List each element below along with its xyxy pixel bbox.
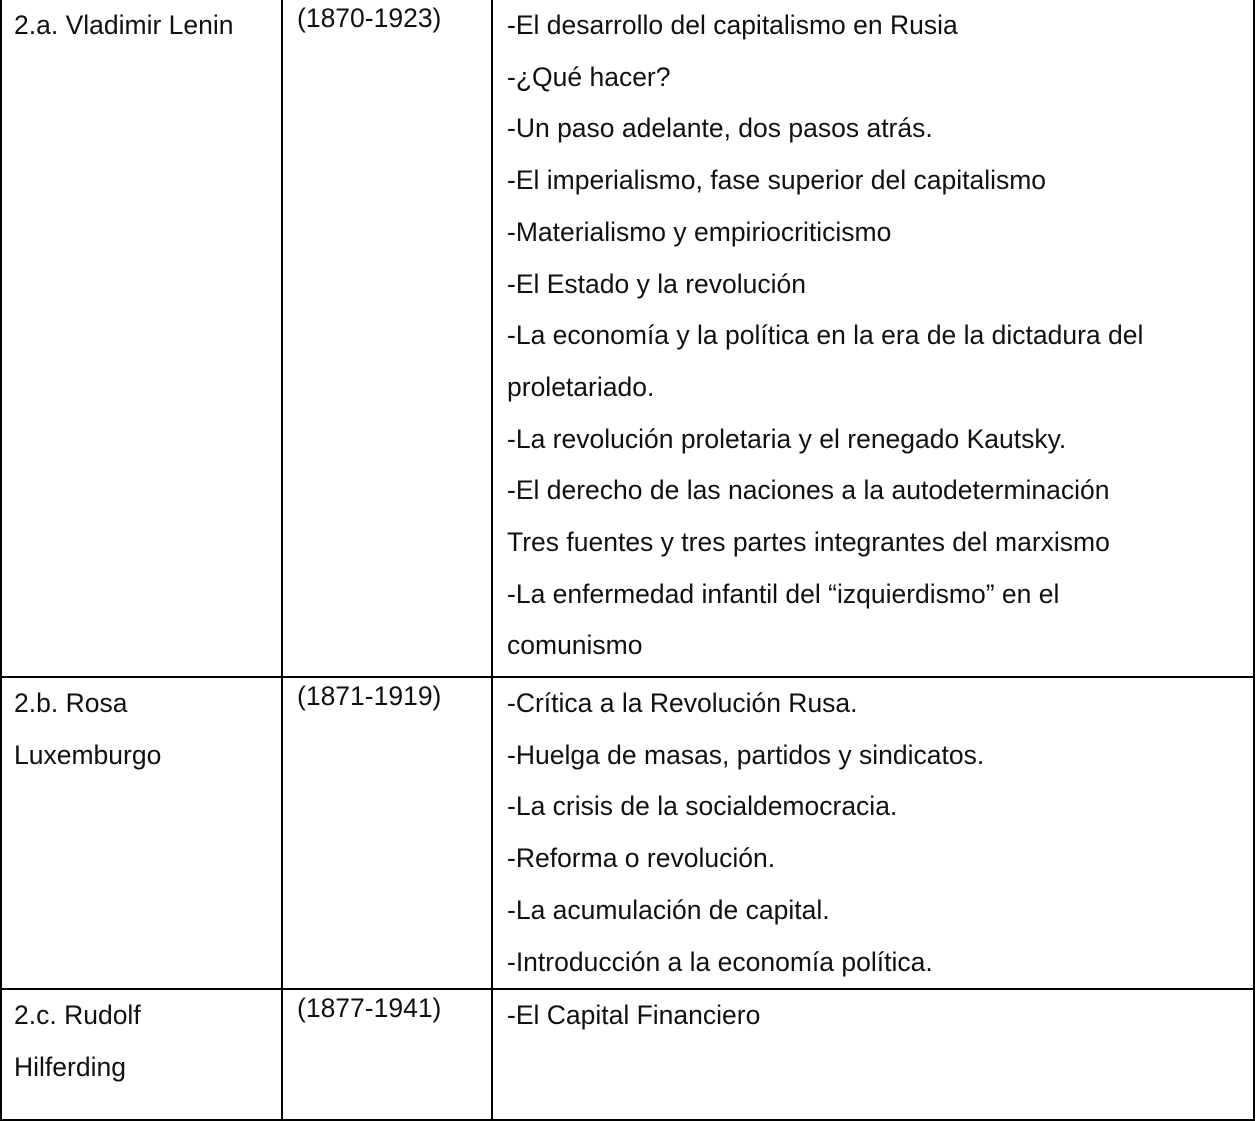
author-works-cell: [492, 677, 1254, 989]
work-title: -Reforma o revolución.: [507, 843, 776, 874]
work-title: Tres fuentes y tres partes integrantes del marxismo: [507, 527, 1110, 558]
author-name-cell: [1, 989, 282, 1120]
work-title: -La enfermedad infantil del “izquierdismo” en el: [507, 578, 1060, 609]
work-title: -Introducción a la economía política.: [507, 946, 933, 977]
author-years-cell: [282, 989, 492, 1120]
work-title: -El Estado y la revolución: [507, 268, 807, 299]
work-title: -¿Qué hacer?: [507, 61, 671, 92]
work-title-continuation: proletariado.: [507, 371, 655, 402]
author-name: 2.a. Vladimir Lenin: [14, 10, 234, 40]
work-title: -El Capital Financiero: [507, 1000, 761, 1031]
work-title: -La revolución proletaria y el renegado Kautsky.: [507, 423, 1067, 454]
author-works-cell: [492, 989, 1254, 1120]
author-name-cell: [1, 677, 282, 989]
work-title-continuation: comunismo: [507, 630, 643, 661]
work-title: -El imperialismo, fase superior del capitalismo: [507, 165, 1047, 196]
author-years-cell: [282, 677, 492, 989]
author-years-cell: [282, 0, 492, 677]
work-title: -La crisis de la socialdemocracia.: [507, 791, 898, 822]
work-title: -Materialismo y empiriocriticismo: [507, 216, 892, 247]
author-name: 2.b. Rosa: [14, 688, 128, 718]
work-title: -Un paso adelante, dos pasos atrás.: [507, 113, 933, 144]
author-works-cell: [492, 0, 1254, 677]
author-name-cell: [1, 0, 282, 677]
author-name-continuation: Hilferding: [14, 1051, 126, 1082]
author-years: (1871-1919): [297, 681, 442, 711]
work-title: -Crítica a la Revolución Rusa.: [507, 688, 858, 718]
work-title: -Huelga de masas, partidos y sindicatos.: [507, 739, 985, 770]
table-row-luxemburgo: [1, 677, 1254, 989]
author-name: 2.c. Rudolf: [14, 1000, 141, 1031]
author-name-continuation: Luxemburgo: [14, 739, 162, 770]
work-title: -La economía y la política en la era de la dictadura del: [507, 320, 1144, 351]
author-years: (1877-1941): [297, 993, 442, 1024]
table-row-lenin: [1, 0, 1254, 677]
table-row-hilferding: [1, 989, 1254, 1120]
work-title: -El desarrollo del capitalismo en Rusia: [507, 10, 958, 40]
author-years: (1870-1923): [297, 3, 442, 33]
work-title: -La acumulación de capital.: [507, 894, 830, 925]
work-title: -El derecho de las naciones a la autodeterminación: [507, 475, 1110, 506]
